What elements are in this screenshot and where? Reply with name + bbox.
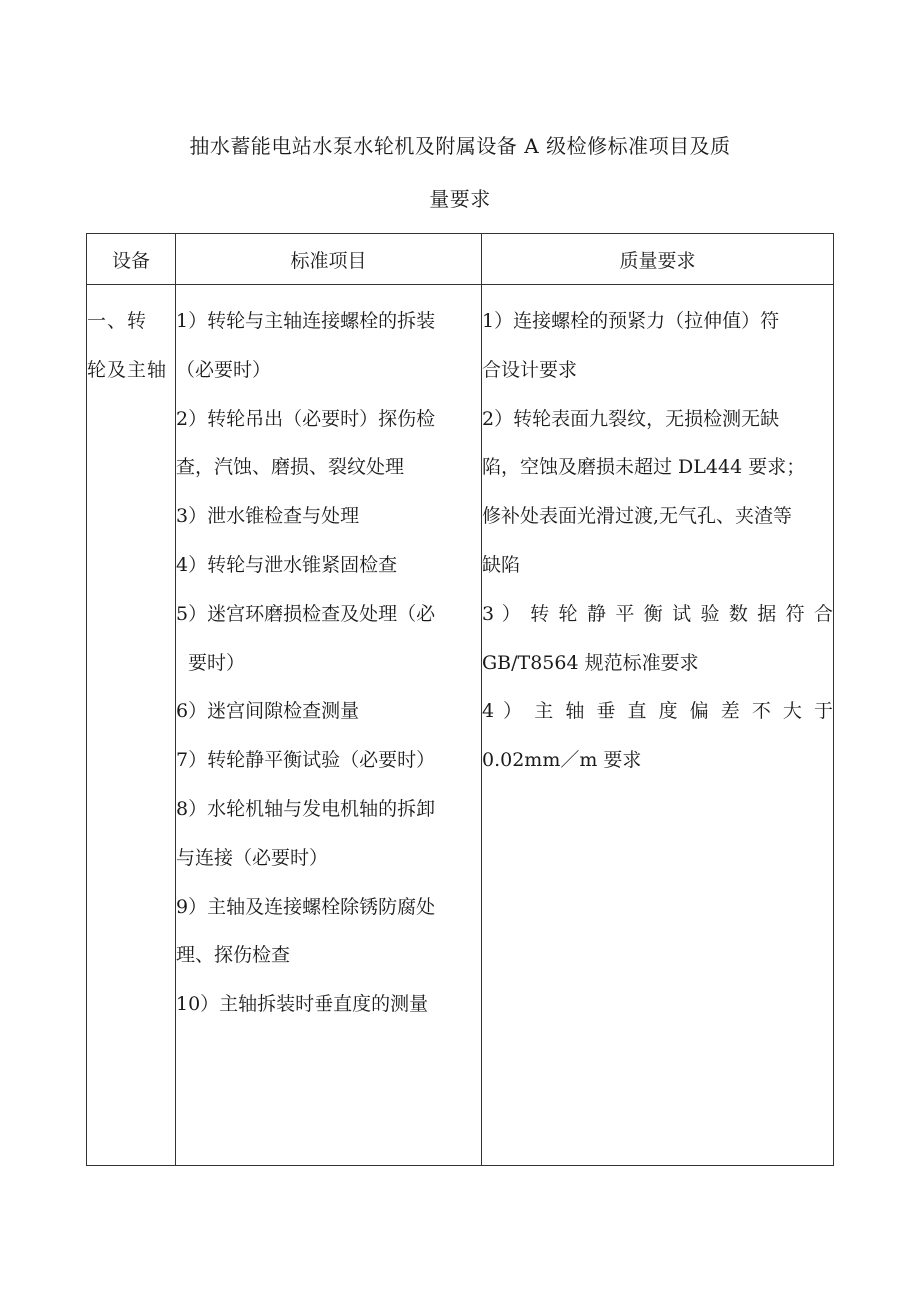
quality-line: 缺陷: [482, 553, 521, 576]
item-line: 查，汽蚀、磨损、裂纹处理: [176, 456, 405, 479]
document-title-line-2: 量要求: [429, 187, 491, 211]
header-standard-items: 标准项目: [176, 234, 482, 285]
document-title-line-1: 抽水蓄能电站水泵水轮机及附属设备 A 级检修标准项目及质: [189, 134, 731, 158]
inspection-standards-table: [86, 233, 834, 1166]
table-header-row: [87, 234, 834, 285]
device-name-line: 一、转: [87, 310, 148, 332]
item-line: 5）迷宫环磨损检查及处理（必: [176, 602, 436, 625]
item-line: 9）主轴及连接螺栓除锈防腐处: [176, 895, 436, 918]
item-line: （必要时）: [176, 358, 272, 381]
header-device: 设备: [87, 234, 176, 285]
device-cell: [87, 285, 176, 1166]
item-line: 7）转轮静平衡试验（必要时）: [176, 749, 436, 772]
device-name-line: 轮及主轴: [87, 358, 168, 381]
item-line: 2）转轮吊出（必要时）探伤检: [176, 407, 436, 430]
item-line: 3）泄水锥检查与处理: [176, 505, 360, 528]
item-line: 6）迷宫间隙检查测量: [176, 700, 360, 723]
quality-line: 0.02mm／m 要求: [482, 749, 642, 772]
item-line: 8）水轮机轴与发电机轴的拆卸: [176, 797, 436, 820]
quality-requirements-cell: [482, 285, 834, 1166]
item-line: 与连接（必要时）: [176, 846, 329, 869]
quality-line: 合设计要求: [482, 358, 578, 381]
item-line: 4）转轮与泄水锥紧固检查: [176, 553, 398, 576]
item-line: 理、探伤检查: [176, 944, 291, 967]
table-row: [87, 285, 834, 1166]
item-line: 1）转轮与主轴连接螺栓的拆装: [176, 310, 436, 332]
quality-line: 4 ） 主 轴 垂 直 度 偏 差 不 大 于: [482, 700, 833, 723]
standard-items-cell: [176, 285, 482, 1166]
quality-line: 3 ） 转 轮 静 平 衡 试 验 数 据 符 合: [482, 602, 833, 625]
quality-line: 修补处表面光滑过渡,无气孔、夹渣等: [482, 505, 793, 528]
quality-line: 1）连接螺栓的预紧力（拉伸值）符: [482, 310, 780, 332]
quality-line: GB/T8564 规范标准要求: [482, 651, 699, 674]
quality-line: 陷，空蚀及磨损未超过 DL444 要求；: [482, 456, 806, 479]
item-line: 10）主轴拆装时垂直度的测量: [176, 993, 429, 1016]
header-quality-requirements: 质量要求: [482, 234, 834, 285]
quality-line: 2）转轮表面九裂纹，无损检测无缺: [482, 407, 780, 430]
item-line: 要时）: [188, 651, 246, 674]
